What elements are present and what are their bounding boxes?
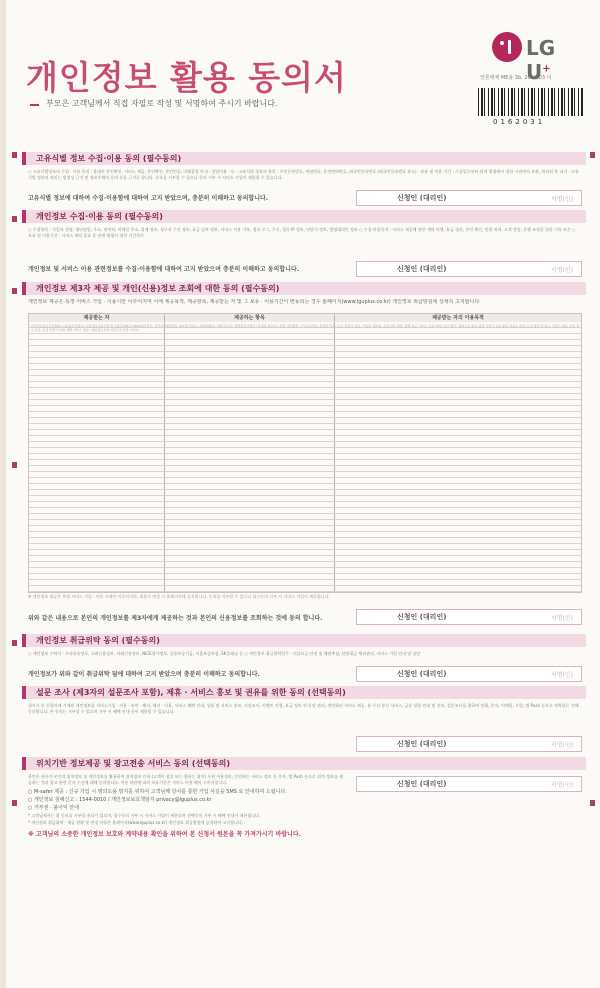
section-body-unique-id: ○ 고유식별정보의 수집 · 이용 목적 : 휴대폰 본인확인, 서비스 제공, 본인확인, 본인인증, 미래창업 안내 · 상담이용 · 등 · 고유식별 정보의 항목 : 주민등록번호, 여권번호, 운전면허번호, 외국인등록번호 (외국인등록번호 용도) · 보유 및 이용 기간 : 수집일로부터 관계 법령에서 정한 시점까지 보관, 처리된 후 파기 · 고유식별 정보의 처리는 법령상 근거 및 정보주체의 동의 등을 근거로 합니다. 등록을 거부할 수 있으나 동의 거부 시 서비스 가입이 제한될 수 있습니다. <box>28 169 579 180</box>
section-body-collect: ○ 수집항목 : 가입자 성명, 생년월일, 주소, 연락처, 이메일 주소, 결제 정보, 청구서 수신 정보, 요금 납부 정보, 서비스 이용 기록, 접속 로그, 쿠키, 접속 IP 정보, 단말기 정보, 법정대리인 정보 ○ 수집·이용목적 : 서비스 제공에 관한 계약 이행, 요금 정산, 본인 확인, 민원 처리, 고객 상담, 분쟁 조정을 위한 기록 보존 ○ 보유 및 이용기간 : 서비스 계약 종료 후 관계 법령이 정한 기간까지 <box>28 227 576 238</box>
scan-marker <box>12 462 17 468</box>
barcode-number: 0162031 <box>493 118 546 126</box>
section-heading-unique-id: 고유식별 정보 수집·이용 동의 (필수동의) <box>22 152 586 165</box>
section-heading-entrust: 개인정보 취급위탁 동의 (필수동의) <box>22 634 586 647</box>
signature-box-location[interactable]: 신청인 (대리인) 서명(인) <box>356 776 582 792</box>
scan-edge <box>0 0 6 988</box>
signature-box-third-party[interactable]: 신청인 (대리인) 서명(인) <box>356 609 582 625</box>
section-heading-third-party: 개인정보 제3자 제공 및 개인(신용)정보 조회에 대한 동의 (필수동의) <box>22 282 586 295</box>
confirm-unique-id: 고유식별 정보에 대하여 수집·이용함에 대하여 고지 받았으며, 충분히 이해하고 동의합니다. <box>28 195 269 202</box>
section-body-entrust: ○ 개인정보 수탁자 : 우리유통정보, 고려신용정보, 미래신용정보, NICE평가정보, 신용보증기금, 서울보증보험, SK플래닛 등 ○ 개인정보 취급위탁업무 : 미납요금 안내 및 채권추심, 단말대금 채권관리, 서비스 가입 안내 및 상담 <box>28 651 421 656</box>
bullet-note-1: * 고객님께서는 위 동의를 거부할 권리가 있으며, 필수동의 거부 시 서비스 가입이 제한되며 선택동의 거부 시 혜택 안내가 제한됩니다. <box>28 813 261 818</box>
bullet-note-2: * 개인정보 취급위탁 · 제공 현황 및 변경 사항은 홈페이지(www.lguplus.co.kr) 개인정보 취급방침에 공개하여 고지합니다. <box>28 820 244 825</box>
scan-marker <box>12 800 17 806</box>
scan-marker <box>12 152 17 158</box>
section-body-third-party: 개인정보 제공은 특정 서비스 가입 · 이용시만 이루어지며 이에 제공목적, 제공항목, 제공받는 자 및 그 보유 · 이용기간이 변동되는 경우 홈페이지(www.lguplus.co.kr) 개인정보 취급방침에 상세히 고지합니다. <box>28 299 481 305</box>
page-title: 개인정보 활용 동의서 <box>26 58 347 97</box>
form-number: 언론매체 ME용 3b, 2016.03 이 <box>480 75 552 81</box>
scan-marker <box>590 800 595 806</box>
scan-marker <box>12 640 17 646</box>
barcode <box>478 88 583 116</box>
table-header-purpose: 제공받는 자의 이용목적 <box>335 314 581 322</box>
final-notice: ※ 고객님의 소중한 개인정보 보호와 계약내용 확인을 위하여 본 신청서 원본을 꼭 가져가시기 바랍니다. <box>28 831 301 838</box>
lg-face-icon <box>492 32 522 62</box>
bullet-report: ○ 개인정보 침해신고 : 1544-0010 / 개인정보보호책임자 privacy@lguplus.co.kr <box>28 797 212 803</box>
title-dash <box>30 104 39 106</box>
section-body-survey: 위사가 본 신청서에 기재된 개인정보를 서비스가입 · 이용 · 관련 · 해지, 해지 · 이용, 서비스 혜택 안내, 상품 및 서비스 홍보, 시장조사, 이벤트 진행, 요금 정보 안내 및 관리, 개인화된 서비스 제공, 유·무선 통신 서비스, 금융 상품 안내 및 홍보, 설문조사를 위하여 전화, 문자, 이메일, 우편, 앱 Push 등으로 연락하는 것에 동의합니다. 본 동의는 거부할 수 있으며 거부 시 혜택 안내 등이 제한될 수 있습니다. <box>28 703 579 714</box>
section-heading-collect: 개인정보 수집·이용 동의 (필수동의) <box>22 210 586 223</box>
section-heading-survey: 설문 조사 (제3자의 설문조사 포함), 제휴 · 서비스 홍보 및 권유를 위한 동의 (선택동의) <box>22 686 586 699</box>
confirm-entrust: 개인정보가 위와 같이 취급위탁 됨에 대하여 고지 받았으며 충분히 이해하고 동의합니다. <box>28 671 260 678</box>
table-footnote: ※ 개인정보 제공은 특정 서비스 가입 · 이용 시에만 이루어지며, 제휴사 변경 시 홈페이지에 공지합니다. 동의를 거부할 수 있으나 필수동의 거부 시 서비스 가입이 제한됩니다. <box>28 594 330 599</box>
page-subtitle: 부모은 고객님께서 직접 자필로 작성 및 서명하여 주시기 바랍니다. <box>46 99 278 108</box>
confirm-third-party: 위와 같은 내용으로 본인의 개인정보를 제3자에게 제공하는 것과 본인의 신용정보를 조회하는 것에 동의 합니다. <box>28 615 323 622</box>
signature-box-survey[interactable]: 신청인 (대리인) 서명(인) <box>356 736 582 752</box>
table-body: 한국정보통신진흥협회 / 이동통신사업자 / 신용정보집중기관 및 신용조회회사 (NICE평가정보, 코리아크레딧뷰로, SCI평가정보) / 결제대행사 / 제휴카드사 / 별정통신사업자 / 휴대폰 제조사 / 성명, 생년월일, 주민등록번호, 휴대폰 번호, 주소, 단말기 정보, 가입일, 해지일, 요금 납부 내역, 연체 정보, 서비스 이용 내역 / 본인 확인, 명의도용 방지, 불법 단말기 유통 방지, 신용도 판단, 요금 정산 및 청구, 서비스 제공, 미납 정보 공유, 분실 단말기 조회, 제휴 서비스 제공 / 제공일로부터 이용목적 달성 시까지 / <box>31 324 579 332</box>
scan-marker <box>590 152 595 158</box>
confirm-collect: 개인정보 및 서비스 이용 관련정보를 수집·이용함에 대하여 고지 받았으며 충분히 이해하고 동의합니다. <box>28 266 299 273</box>
signature-box-entrust[interactable]: 신청인 (대리인) 서명(인) <box>356 666 582 682</box>
signature-box-collect[interactable]: 신청인 (대리인) 서명(인) <box>356 261 582 277</box>
signature-box-unique-id[interactable]: 신청인 (대리인) 서명(인) <box>356 190 582 206</box>
section-heading-location: 위치기반 정보제공 및 광고전송 서비스 동의 (선택동의) <box>22 757 586 770</box>
bullet-refusal: ○ 거부권 · 불이익 안내 <box>28 805 79 811</box>
scan-marker <box>12 216 17 222</box>
logo-text: LG U+ <box>526 36 556 84</box>
third-party-table <box>28 313 582 593</box>
table-header-recipient: 제공받는 자 <box>29 314 164 322</box>
section-body-location: 본인은 귀사가 본인의 위치정보 및 개인정보를 활용하여 위치정보 안내 (고객이 광을 또는 원하는 위치) 우편 이용정보, 안전하는 서비스 정보 등 문자, 앱 Push 등으로 위치 정보를 제공하는 것과 광고 관련 문자 수신에 대해 동의합니다. 이용 약관에 따라 보유기간은 서비스 이용 해지 시까지입니다. <box>28 774 343 785</box>
bullet-msafer: ○ M-safer 제공 : 신규 가입 시 명의도용 방지를 위하여 고객님께 당사를 통한 가입 사실을 SMS 로 안내하여 드립니다. <box>28 789 287 795</box>
table-header-items: 제공하는 항목 <box>165 314 334 322</box>
scan-marker <box>12 288 17 294</box>
